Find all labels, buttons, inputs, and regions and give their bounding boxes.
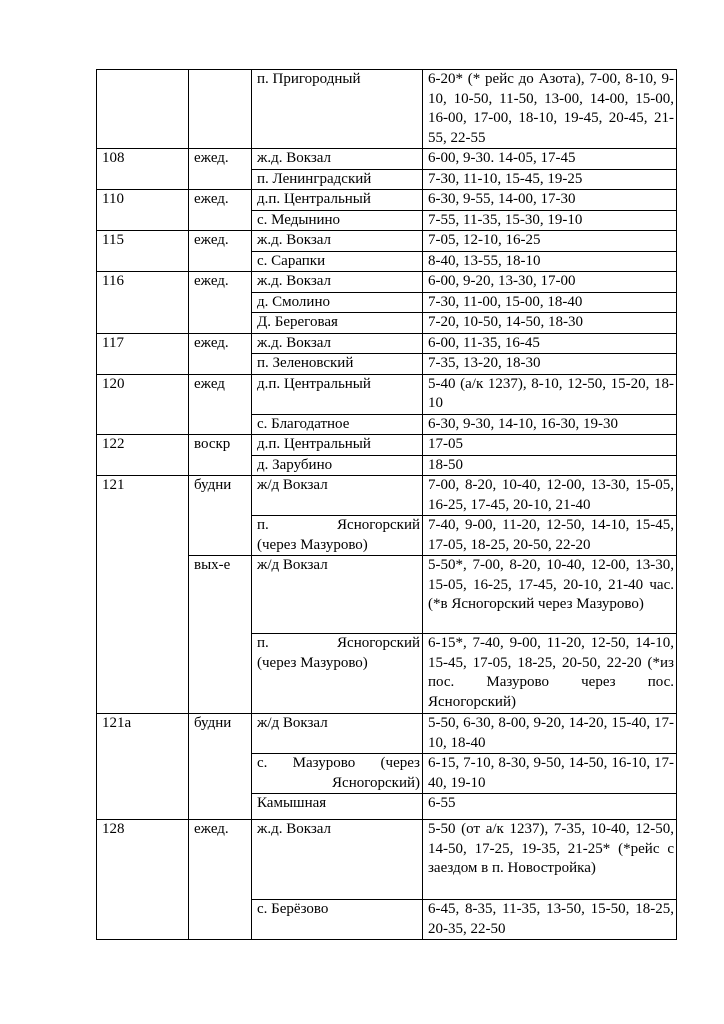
days-cell: будни: [189, 476, 252, 556]
stop-cell: д.п. Центральный: [252, 190, 423, 211]
departure-times-cell: 7-55, 11-35, 15-30, 19-10: [423, 210, 677, 231]
stop-name-line: п. Ясногорский: [257, 517, 420, 533]
departure-times-cell: 7-20, 10-50, 14-50, 18-30: [423, 313, 677, 334]
stop-cell: д.п. Центральный: [252, 374, 423, 414]
table-row: [97, 435, 677, 456]
stop-name-line: с. Мазурово (через: [257, 755, 420, 771]
stop-cell: ж.д. Вокзал: [252, 231, 423, 252]
departure-times-cell: 6-15, 7-10, 8-30, 9-50, 14-50, 16-10, 17-40, 19-10: [423, 754, 677, 794]
bus-schedule-table: [96, 69, 677, 940]
stop-cell: д.п. Центральный: [252, 435, 423, 456]
departure-times-cell: 8-40, 13-55, 18-10: [423, 251, 677, 272]
days-cell: ежед.: [189, 272, 252, 334]
route-number-cell: 117: [97, 333, 189, 374]
stop-cell: с. Благодатное: [252, 414, 423, 435]
route-number-cell: 120: [97, 374, 189, 435]
stop-name-line: Ясногорский): [332, 774, 420, 791]
stop-cell: ж/д Вокзал: [252, 556, 423, 634]
departure-times-cell: 6-30, 9-55, 14-00, 17-30: [423, 190, 677, 211]
departure-times-cell: 6-00, 11-35, 16-45: [423, 333, 677, 354]
stop-cell: Камышная: [252, 794, 423, 820]
route-number-cell: 116: [97, 272, 189, 334]
departure-times-cell: 7-30, 11-10, 15-45, 19-25: [423, 169, 677, 190]
stop-cell: с. Медынино: [252, 210, 423, 231]
departure-times-cell: 7-35, 13-20, 18-30: [423, 354, 677, 375]
stop-cell: п. Зеленовский: [252, 354, 423, 375]
departure-times-cell: 5-40 (а/к 1237), 8-10, 12-50, 15-20, 18-10: [423, 374, 677, 414]
stop-cell: ж.д. Вокзал: [252, 272, 423, 293]
route-number-cell: 110: [97, 190, 189, 231]
stop-cell: ж/д Вокзал: [252, 714, 423, 754]
days-cell: ежед.: [189, 820, 252, 940]
days-cell: ежед.: [189, 149, 252, 190]
departure-times-cell: 18-50: [423, 455, 677, 476]
route-number-cell: 115: [97, 231, 189, 272]
departure-times-cell: 7-05, 12-10, 16-25: [423, 231, 677, 252]
table-row: [97, 714, 677, 754]
route-number-cell: 108: [97, 149, 189, 190]
table-row: [97, 272, 677, 293]
table-row: [97, 476, 677, 516]
stop-cell: с. Сарапки: [252, 251, 423, 272]
departure-times-cell: 7-30, 11-00, 15-00, 18-40: [423, 292, 677, 313]
route-number-cell: [97, 70, 189, 149]
departure-times-cell: 7-40, 9-00, 11-20, 12-50, 14-10, 15-45, 17-05, 18-25, 20-50, 22-20: [423, 516, 677, 556]
route-number-cell: 121а: [97, 714, 189, 820]
days-cell: воскр: [189, 435, 252, 476]
departure-times-cell: 7-00, 8-20, 10-40, 12-00, 13-30, 15-05, 16-25, 17-45, 20-10, 21-40: [423, 476, 677, 516]
table-row: [97, 70, 677, 149]
stop-cell: д. Смолино: [252, 292, 423, 313]
stop-cell: ж.д. Вокзал: [252, 149, 423, 170]
departure-times-cell: 5-50, 6-30, 8-00, 9-20, 14-20, 15-40, 17-10, 18-40: [423, 714, 677, 754]
days-cell: [189, 70, 252, 149]
stop-cell: ж.д. Вокзал: [252, 820, 423, 900]
departure-times-cell: 6-00, 9-30. 14-05, 17-45: [423, 149, 677, 170]
stop-cell: с. Берёзово: [252, 900, 423, 940]
stop-cell: п. Ленинградский: [252, 169, 423, 190]
stop-cell: Д. Береговая: [252, 313, 423, 334]
departure-times-cell: 6-15*, 7-40, 9-00, 11-20, 12-50, 14-10, 15-45, 17-05, 18-25, 20-50, 22-20 (*из пос. Мазурово через пос. Ясногорский): [423, 634, 677, 714]
table-row: [97, 149, 677, 170]
stop-cell: [252, 634, 423, 714]
route-number-cell: 122: [97, 435, 189, 476]
stop-cell: д. Зарубино: [252, 455, 423, 476]
stop-name-line: п. Ясногорский: [257, 635, 420, 651]
days-cell: ежед.: [189, 190, 252, 231]
table-row: [97, 333, 677, 354]
departure-times-cell: 5-50 (от а/к 1237), 7-35, 10-40, 12-50, 14-50, 17-25, 19-35, 21-25* (*рейс с заездом в п. Новостройка): [423, 820, 677, 900]
departure-times-cell: 17-05: [423, 435, 677, 456]
departure-times-cell: 6-00, 9-20, 13-30, 17-00: [423, 272, 677, 293]
days-cell: вых-е: [189, 556, 252, 714]
table-row: [97, 820, 677, 900]
route-number-cell: 121: [97, 476, 189, 714]
departure-times-cell: 6-55: [423, 794, 677, 820]
stop-cell: [252, 516, 423, 556]
table-row: [97, 374, 677, 414]
days-cell: ежед.: [189, 231, 252, 272]
stop-cell: ж.д. Вокзал: [252, 333, 423, 354]
days-cell: ежед: [189, 374, 252, 435]
table-row: [97, 231, 677, 252]
table-row: [97, 190, 677, 211]
stop-name-line: (через Мазурово): [257, 536, 368, 553]
days-cell: будни: [189, 714, 252, 820]
route-number-cell: 128: [97, 820, 189, 940]
departure-times-cell: 6-30, 9-30, 14-10, 16-30, 19-30: [423, 414, 677, 435]
departure-times-cell: 6-20* (* рейс до Азота), 7-00, 8-10, 9-10, 10-50, 11-50, 13-00, 14-00, 15-00, 16-00, 17-00, 18-10, 19-45, 20-45, 21-55, 22-55: [423, 70, 677, 149]
departure-times-cell: 6-45, 8-35, 11-35, 13-50, 15-50, 18-25, 20-35, 22-50: [423, 900, 677, 940]
stop-cell: [252, 754, 423, 794]
days-cell: ежед.: [189, 333, 252, 374]
stop-cell: п. Пригородный: [252, 70, 423, 149]
stop-name-line: (через Мазурово): [257, 654, 368, 671]
departure-times-cell: 5-50*, 7-00, 8-20, 10-40, 12-00, 13-30, 15-05, 16-25, 17-45, 20-10, 21-40 час. (*в Ясногорский через Мазурово): [423, 556, 677, 634]
stop-cell: ж/д Вокзал: [252, 476, 423, 516]
